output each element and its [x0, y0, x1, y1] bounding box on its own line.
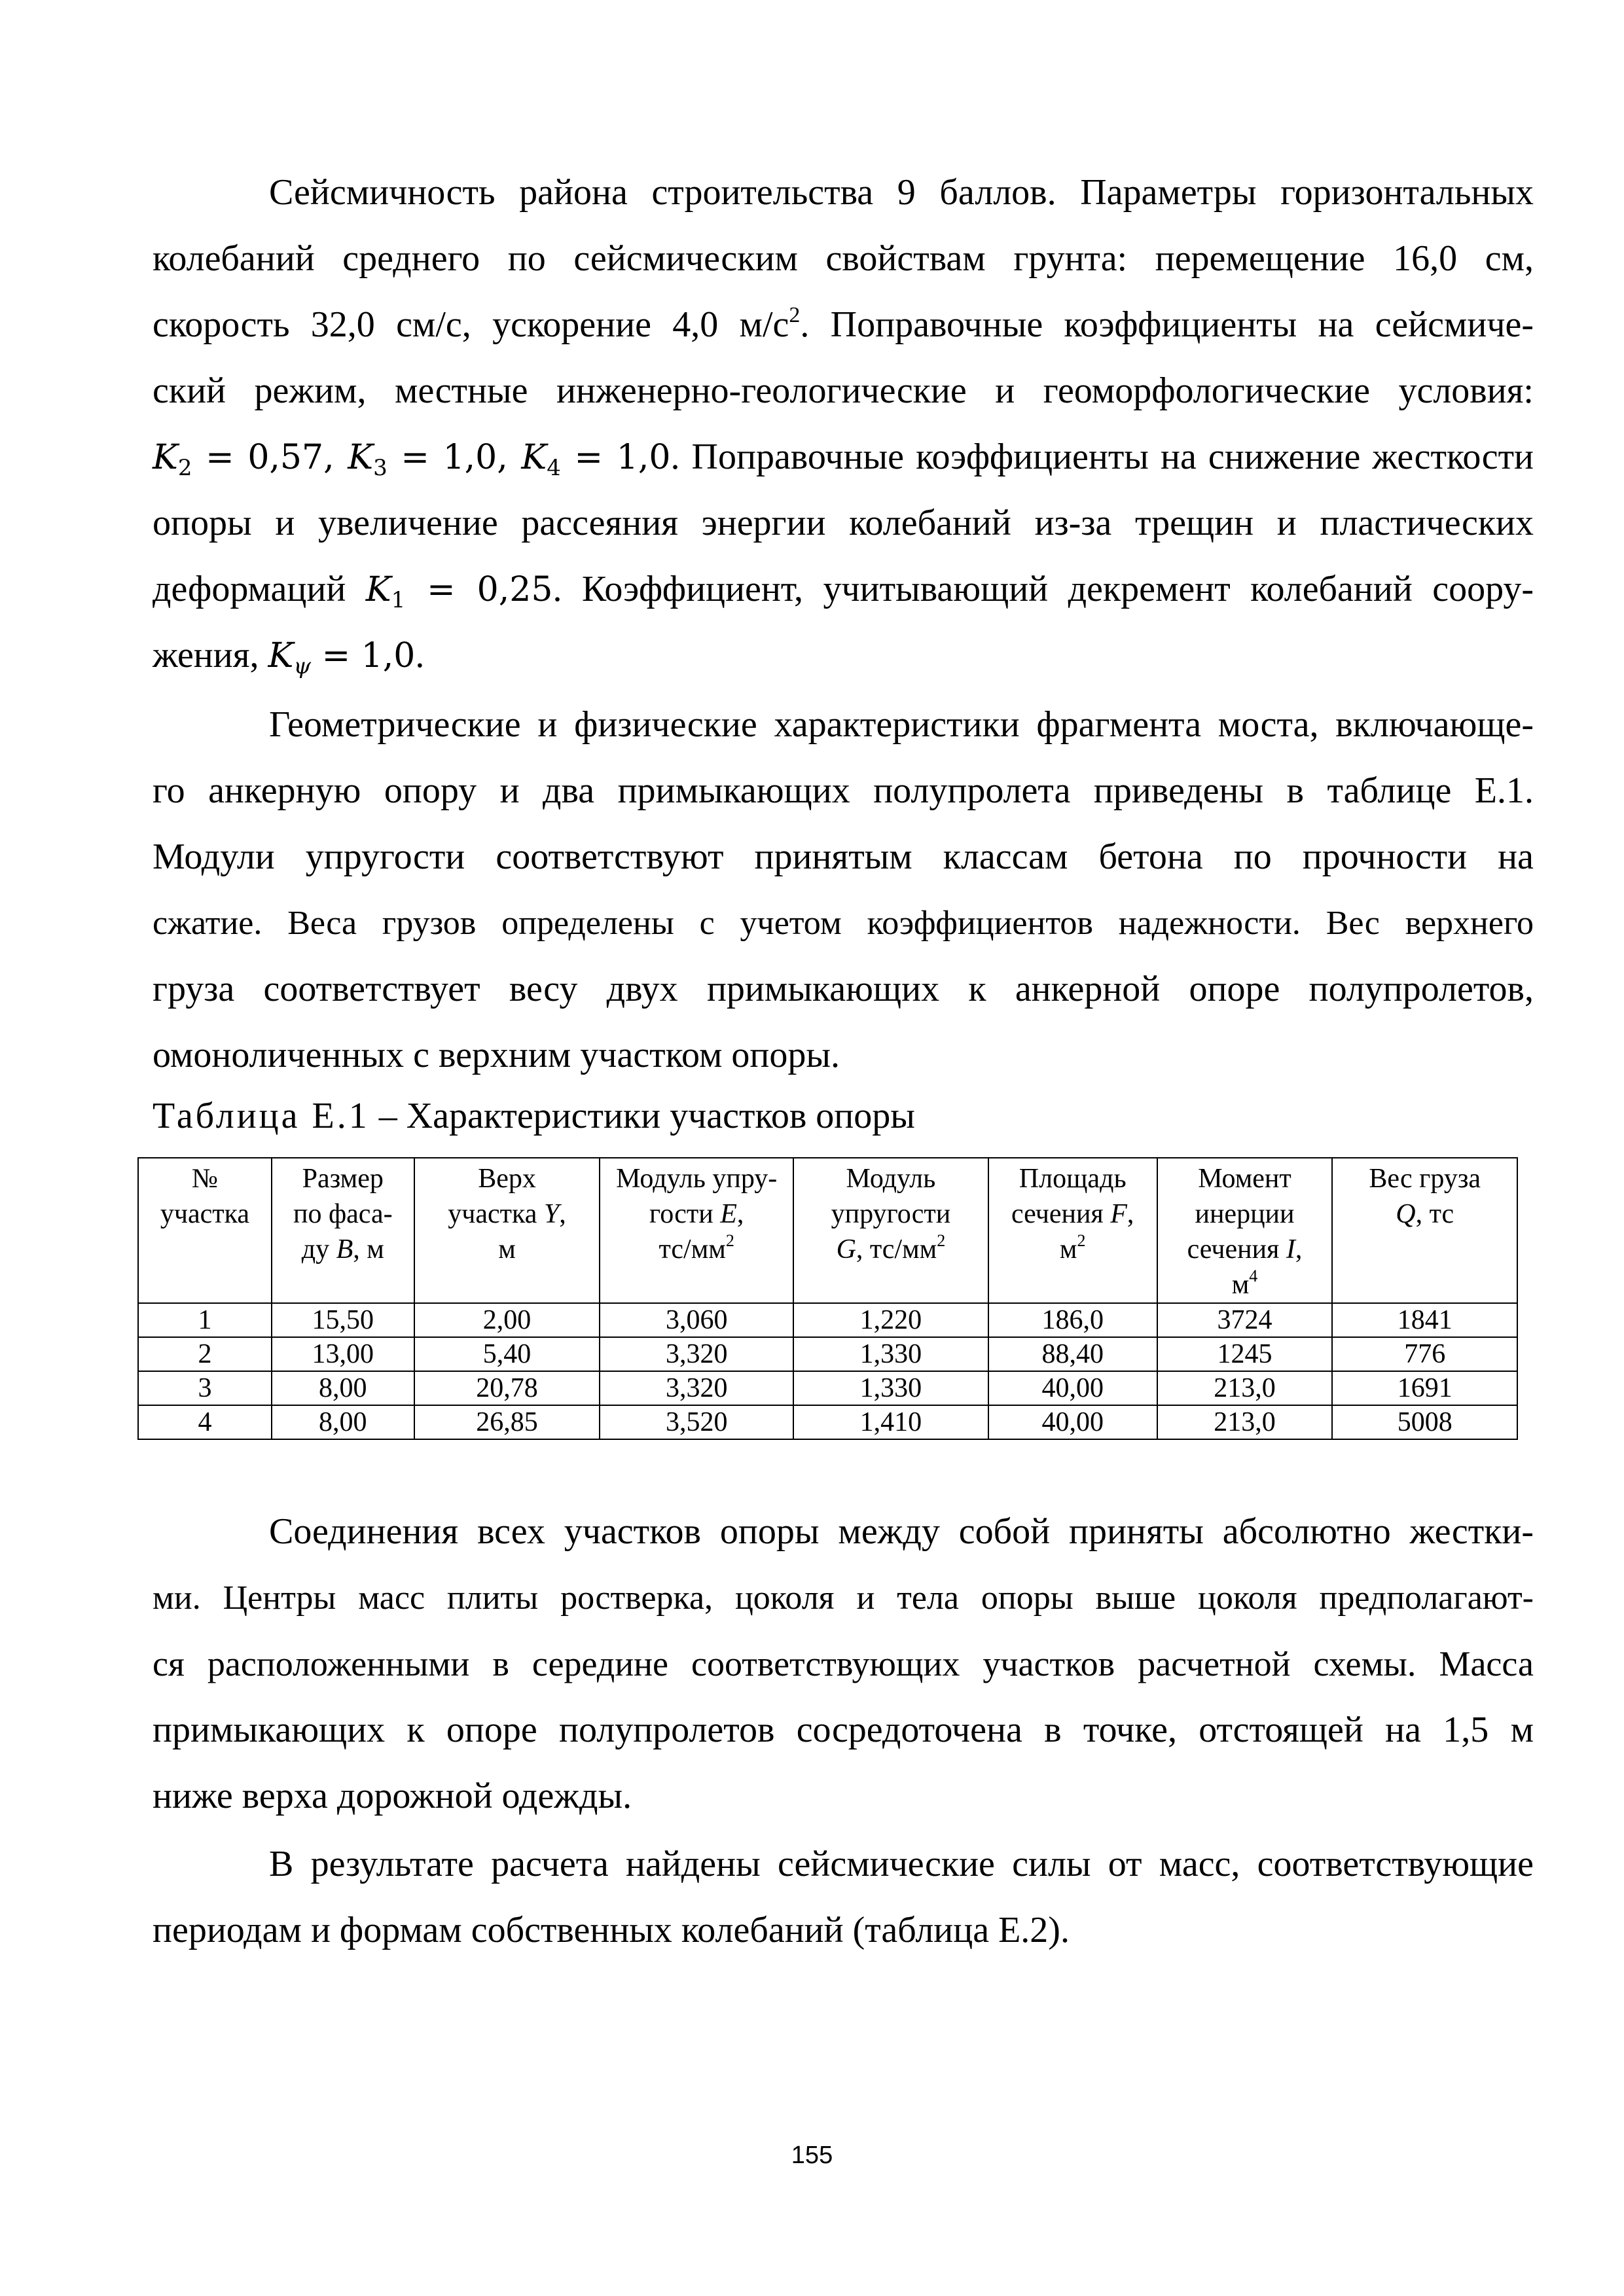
table-cell: 3,320 — [600, 1337, 793, 1371]
paragraph-seismic-parameters — [153, 160, 1534, 689]
text-line: опоры и увеличение рассеяния энергии колебаний из-за трещин и пластических — [153, 503, 1534, 543]
paragraph-geometry — [153, 692, 1534, 1088]
table-cell: 1841 — [1332, 1303, 1517, 1337]
table-cell: 1245 — [1157, 1337, 1333, 1371]
table-cell: 2,00 — [414, 1303, 600, 1337]
text-line: Геометрические и физические характеристики фрагмента моста, включающе- — [269, 704, 1534, 745]
table-cell: 1691 — [1332, 1371, 1517, 1405]
table-cell: 186,0 — [988, 1303, 1157, 1337]
table-row — [138, 1337, 1517, 1371]
paragraph-connections — [153, 1499, 1534, 1829]
column-header: Модуль упругости G, $тс/мм^2$ — [793, 1158, 988, 1303]
text-span: . Поправочные коэффициенты на сейсмиче- — [800, 304, 1534, 345]
table-cell: 1,220 — [793, 1303, 988, 1337]
column-header: Вес груза Q, тс — [1332, 1158, 1517, 1303]
formula-value: = 1,0 — [574, 438, 671, 477]
table-row — [138, 1405, 1517, 1439]
table-cell: 5008 — [1332, 1405, 1517, 1439]
column-header: Площадь сечения F, $м^2$ — [988, 1158, 1157, 1303]
text-line — [153, 556, 1534, 622]
table-row — [138, 1303, 1517, 1337]
text-span: скорость 32,0 см/с, ускорение 4,0 м/с — [153, 304, 789, 345]
formula-value: = 0,25 — [427, 570, 553, 609]
table-cell: 5,40 — [414, 1337, 600, 1371]
text-line: сжатие. Веса грузов определены с учетом коэффициентов надежности. Вес верхнего — [153, 905, 1534, 942]
table-caption-title: – Характеристики участков опоры — [369, 1096, 915, 1136]
text-span: . — [415, 635, 425, 675]
formula-value: = 0,57, — [206, 438, 348, 477]
table-cell: 3,520 — [600, 1405, 793, 1439]
table-cell: 3724 — [1157, 1303, 1333, 1337]
table-cell: 3,060 — [600, 1303, 793, 1337]
text-line: Модули упругости соответствуют принятым классам бетона по прочности на — [153, 836, 1534, 877]
text-span: деформаций — [153, 569, 366, 609]
column-header: Момент инерции сечения I, $м^4$ — [1157, 1158, 1333, 1303]
text-line: го анкерную опору и два примыкающих полупролета приведены в таблице Е.1. — [153, 770, 1534, 811]
text-line: омоноличенных с верхним участком опоры. — [153, 1035, 840, 1075]
formula-k2: $K_2 = 0,57$, $K_3 = 1,0$, $K_4 = 1,0$ — [153, 438, 671, 481]
text-line: ский режим, местные инженерно-геологические и геоморфологические условия: — [153, 370, 1534, 411]
table-header-row — [138, 1158, 1517, 1303]
table-cell: 40,00 — [988, 1371, 1157, 1405]
table-cell: 1,330 — [793, 1371, 988, 1405]
text-line — [153, 292, 1534, 358]
formula-value: = 1,0, — [401, 438, 522, 477]
table-cell: 13,00 — [272, 1337, 414, 1371]
superscript: 2 — [789, 303, 801, 327]
formula-value: = 1,0 — [321, 636, 416, 675]
paragraph-results — [153, 1831, 1534, 1964]
table-cell: 15,50 — [272, 1303, 414, 1337]
text-line: примыкающих к опоре полупролетов сосредоточена в точке, отстоящей на 1,5 м — [153, 1710, 1534, 1750]
table-cell: 776 — [1332, 1337, 1517, 1371]
text-line: периодам и формам собственных колебаний (таблица Е.2). — [153, 1910, 1070, 1950]
formula-k1: $K_1 = 0,25$ — [365, 570, 553, 613]
text-span: жения, — [153, 635, 268, 675]
text-line: ми. Центры масс плиты ростверка, цоколя и тела опоры выше цоколя предполагают- — [153, 1579, 1534, 1617]
text-line: Сейсмичность района строительства 9 баллов. Параметры горизонтальных — [269, 172, 1534, 213]
table-cell: 4 — [138, 1405, 272, 1439]
text-line: груза соответствует весу двух примыкающих к анкерной опоре полупролетов, — [153, 969, 1534, 1009]
text-line — [153, 622, 1534, 689]
table-caption — [153, 1086, 915, 1145]
table-cell: 8,00 — [272, 1405, 414, 1439]
text-span: . Коэффициент, учитывающий декремент колебаний соору- — [552, 569, 1534, 609]
table-cell: 3,320 — [600, 1371, 793, 1405]
table-cell: 2 — [138, 1337, 272, 1371]
text-span: . Поправочные коэффициенты на снижение жесткости — [670, 437, 1534, 477]
table-cell: 8,00 — [272, 1371, 414, 1405]
text-line: Соединения всех участков опоры между собой приняты абсолютно жестки- — [269, 1511, 1534, 1552]
table-cell: 88,40 — [988, 1337, 1157, 1371]
table-cell: 213,0 — [1157, 1371, 1333, 1405]
text-line — [153, 424, 1534, 490]
text-line: ся расположенными в середине соответствующих участков расчетной схемы. Масса — [153, 1644, 1534, 1683]
text-line: В результате расчета найдены сейсмические силы от масс, соответствующие — [269, 1844, 1534, 1884]
column-header: Размер по фаса- ду B, м — [272, 1158, 414, 1303]
column-header: Модуль упру- гости E, $тс/мм^2$ — [600, 1158, 793, 1303]
table-cell: 20,78 — [414, 1371, 600, 1405]
page-number: 155 — [791, 2142, 833, 2169]
table-caption-label: Таблица Е.1 — [153, 1096, 370, 1136]
text-line: ниже верха дорожной одежды. — [153, 1776, 632, 1816]
table-cell: 1,410 — [793, 1405, 988, 1439]
table-cell: 213,0 — [1157, 1405, 1333, 1439]
characteristics-table — [137, 1157, 1518, 1440]
formula-kpsi: $K_\psi = 1,0$ — [268, 636, 416, 679]
table-cell: 1,330 — [793, 1337, 988, 1371]
text-line: колебаний среднего по сейсмическим свойствам грунта: перемещение 16,0 см, — [153, 238, 1534, 279]
table-cell: 1 — [138, 1303, 272, 1337]
table-cell: 3 — [138, 1371, 272, 1405]
table-cell: 26,85 — [414, 1405, 600, 1439]
table-row — [138, 1371, 1517, 1405]
column-header: № участка — [138, 1158, 272, 1303]
column-header: Верх участка Y, м — [414, 1158, 600, 1303]
table-cell: 40,00 — [988, 1405, 1157, 1439]
